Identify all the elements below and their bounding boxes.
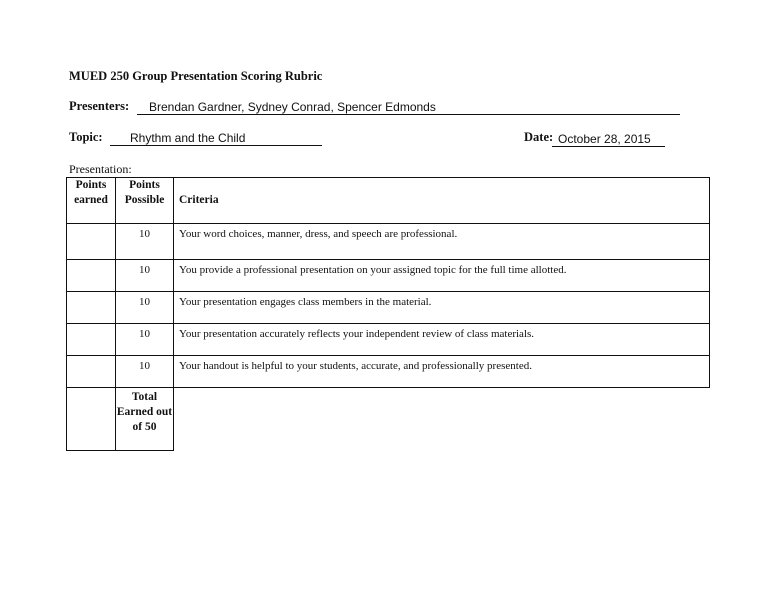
criteria-cell: Your presentation accurately reflects your independent review of class materials.	[174, 324, 710, 356]
table-row	[67, 224, 710, 260]
presenters-field[interactable]: Brendan Gardner, Sydney Conrad, Spencer Edmonds	[137, 101, 680, 115]
points-possible-cell: 10	[116, 292, 174, 324]
total-blank	[174, 388, 710, 451]
table-header-row	[67, 178, 710, 224]
table-row	[67, 292, 710, 324]
document-title: MUED 250 Group Presentation Scoring Rubric	[69, 69, 323, 83]
criteria-cell: Your word choices, manner, dress, and speech are professional.	[174, 224, 710, 260]
table-row	[67, 356, 710, 388]
points-possible-cell: 10	[116, 260, 174, 292]
total-label: Total Earned out of 50	[116, 388, 174, 451]
header-points-possible: Points Possible	[116, 178, 174, 224]
section-label: Presentation:	[69, 162, 132, 176]
criteria-cell: You provide a professional presentation on your assigned topic for the full time allotted.	[174, 260, 710, 292]
table-row	[67, 324, 710, 356]
points-earned-cell[interactable]	[67, 224, 116, 260]
points-earned-cell[interactable]	[67, 292, 116, 324]
total-row	[67, 388, 710, 451]
points-earned-cell[interactable]	[67, 356, 116, 388]
rubric-table	[66, 177, 710, 451]
header-criteria: Criteria	[174, 178, 710, 224]
table-row	[67, 260, 710, 292]
date-label: Date:	[524, 130, 554, 144]
total-earned-cell[interactable]	[67, 388, 116, 451]
points-possible-cell: 10	[116, 224, 174, 260]
points-possible-cell: 10	[116, 324, 174, 356]
points-earned-cell[interactable]	[67, 324, 116, 356]
points-possible-cell: 10	[116, 356, 174, 388]
points-earned-cell[interactable]	[67, 260, 116, 292]
presenters-label: Presenters:	[69, 99, 130, 113]
criteria-cell: Your handout is helpful to your students, accurate, and professionally presented.	[174, 356, 710, 388]
topic-label: Topic:	[69, 130, 103, 144]
criteria-cell: Your presentation engages class members in the material.	[174, 292, 710, 324]
topic-field[interactable]: Rhythm and the Child	[110, 132, 322, 146]
header-points-earned: Points earned	[67, 178, 116, 224]
date-field[interactable]: October 28, 2015	[552, 133, 665, 147]
